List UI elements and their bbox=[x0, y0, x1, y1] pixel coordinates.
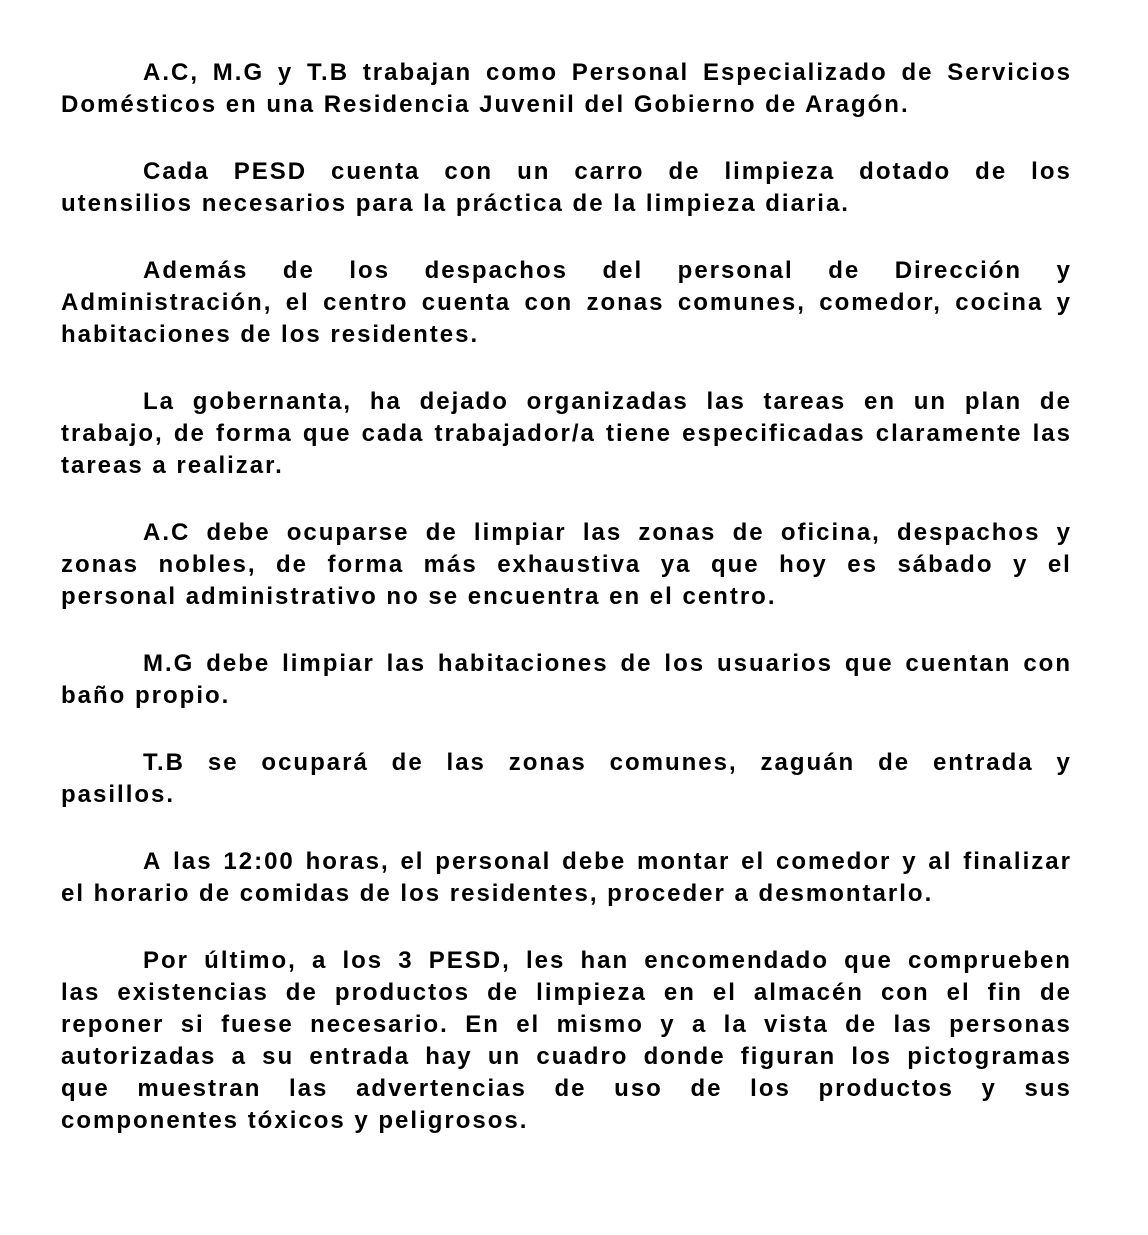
word: y bbox=[1012, 551, 1029, 578]
word: usuarios bbox=[716, 650, 833, 677]
word: a bbox=[311, 947, 328, 974]
word: horas, bbox=[305, 848, 390, 875]
word: que bbox=[844, 947, 893, 974]
word: con bbox=[444, 158, 494, 185]
paragraph bbox=[61, 846, 1072, 910]
word: plan bbox=[964, 388, 1023, 415]
word: un bbox=[913, 388, 948, 415]
word: y bbox=[660, 1011, 676, 1038]
word: y bbox=[1056, 749, 1072, 776]
word: el bbox=[285, 289, 310, 316]
word: el bbox=[1047, 551, 1072, 578]
word: de bbox=[690, 1075, 723, 1102]
word: claramente bbox=[875, 420, 1023, 447]
word: de bbox=[554, 1075, 587, 1102]
text-line bbox=[61, 648, 1072, 680]
word: dejado bbox=[419, 388, 509, 415]
word: último, bbox=[204, 947, 297, 974]
word: la bbox=[723, 1011, 748, 1038]
word: de bbox=[173, 420, 206, 447]
word: de bbox=[1039, 979, 1072, 1006]
word: Administración, bbox=[61, 289, 273, 316]
text-line bbox=[61, 846, 1072, 878]
word: las bbox=[289, 1075, 329, 1102]
word: limpieza bbox=[536, 979, 647, 1006]
word: debe bbox=[562, 848, 627, 875]
word: como bbox=[485, 59, 558, 86]
word: de bbox=[668, 158, 701, 185]
paragraph bbox=[61, 945, 1072, 1137]
word: PESD, bbox=[428, 947, 511, 974]
word: Servicios bbox=[947, 59, 1072, 86]
word: las bbox=[386, 650, 427, 677]
word: oficina, bbox=[780, 519, 881, 546]
word: un bbox=[517, 158, 551, 185]
word: A.C bbox=[143, 519, 191, 546]
word: En bbox=[465, 1011, 500, 1038]
word: personal bbox=[435, 848, 552, 875]
paragraph bbox=[61, 57, 1072, 121]
word: de bbox=[391, 749, 424, 776]
word: del bbox=[602, 257, 644, 284]
word: habitaciones bbox=[437, 650, 609, 677]
text-line bbox=[61, 977, 1072, 1009]
word: ocuparse bbox=[286, 519, 410, 546]
text-line bbox=[61, 418, 1072, 450]
word: un bbox=[487, 1043, 522, 1070]
word: M.G bbox=[212, 59, 265, 86]
word: con bbox=[524, 289, 574, 316]
text-line bbox=[61, 945, 1072, 977]
word: encomendado bbox=[644, 947, 829, 974]
text-line: pasillos. bbox=[61, 781, 176, 808]
word: las bbox=[446, 749, 486, 776]
word: han bbox=[580, 947, 630, 974]
text-line bbox=[61, 1009, 1072, 1041]
word: sábado bbox=[897, 551, 994, 578]
text-line bbox=[61, 57, 1072, 89]
text-line: el horario de comidas de los residentes, proceder a desmontarlo. bbox=[61, 880, 934, 907]
word: A.C, bbox=[143, 59, 199, 86]
text-line bbox=[61, 156, 1072, 188]
word: a bbox=[231, 1043, 247, 1070]
word: los bbox=[851, 1043, 892, 1070]
word: despachos bbox=[897, 519, 1041, 546]
word: tiene bbox=[606, 420, 673, 447]
word: las bbox=[1032, 420, 1072, 447]
word: cuenta bbox=[421, 289, 512, 316]
word: se bbox=[207, 749, 239, 776]
word: necesario. bbox=[310, 1011, 449, 1038]
word: personas bbox=[949, 1011, 1072, 1038]
word: es bbox=[847, 551, 878, 578]
word: los bbox=[664, 650, 706, 677]
word: productos bbox=[334, 979, 471, 1006]
word: el bbox=[712, 979, 737, 1006]
word: al bbox=[928, 848, 953, 875]
word: limpiar bbox=[473, 519, 567, 546]
paragraph bbox=[61, 747, 1072, 811]
word: les bbox=[525, 947, 566, 974]
word: A bbox=[143, 848, 163, 875]
word: Personal bbox=[571, 59, 690, 86]
paragraph bbox=[61, 517, 1072, 613]
word: los bbox=[342, 947, 384, 974]
word: su bbox=[262, 1043, 295, 1070]
word: nobles, bbox=[158, 551, 257, 578]
text-line: habitaciones de los residentes. bbox=[61, 321, 480, 348]
word: T.B bbox=[143, 749, 185, 776]
word: de bbox=[845, 1011, 878, 1038]
word: y bbox=[1056, 519, 1072, 546]
word: hay bbox=[425, 1043, 473, 1070]
word: almacén bbox=[753, 979, 864, 1006]
word: forma bbox=[215, 420, 293, 447]
word: los bbox=[349, 257, 391, 284]
text-line bbox=[61, 549, 1072, 581]
word: y bbox=[277, 59, 294, 86]
word: M.G bbox=[143, 650, 195, 677]
word: que bbox=[302, 420, 352, 447]
word: comunes, bbox=[609, 749, 738, 776]
word: carro bbox=[574, 158, 645, 185]
word: ya bbox=[660, 551, 692, 578]
word: mismo bbox=[556, 1011, 644, 1038]
word: comprueben bbox=[907, 947, 1072, 974]
text-line: utensilios necesarios para la práctica de la limpieza diaria. bbox=[61, 190, 850, 217]
word: a bbox=[691, 1011, 708, 1038]
word: las bbox=[173, 848, 213, 875]
word: T.B bbox=[307, 59, 350, 86]
word: forma bbox=[327, 551, 405, 578]
word: trabajo, bbox=[61, 420, 164, 447]
word: reponer bbox=[61, 1011, 165, 1038]
word: exhaustiva bbox=[497, 551, 642, 578]
word: con bbox=[880, 979, 930, 1006]
text-line bbox=[61, 517, 1072, 549]
word: de bbox=[282, 257, 315, 284]
word: montar bbox=[637, 848, 731, 875]
word: advertencias bbox=[356, 1075, 527, 1102]
word: y bbox=[902, 848, 918, 875]
word: muestran bbox=[137, 1075, 262, 1102]
word: en bbox=[864, 388, 897, 415]
word: el bbox=[516, 1011, 541, 1038]
word: de bbox=[425, 519, 458, 546]
word: existencias bbox=[117, 979, 269, 1006]
word: cuentan bbox=[905, 650, 1012, 677]
paragraph bbox=[61, 648, 1072, 712]
word: dotado bbox=[859, 158, 952, 185]
word: y bbox=[981, 1075, 997, 1102]
word: de bbox=[276, 551, 309, 578]
word: de bbox=[487, 979, 520, 1006]
text-line: personal administrativo no se encuentra en el centro. bbox=[61, 583, 777, 610]
word: con bbox=[1023, 650, 1072, 677]
word: comunes, bbox=[677, 289, 806, 316]
word: y bbox=[1056, 289, 1072, 316]
word: 3 bbox=[398, 947, 414, 974]
word: 12:00 bbox=[223, 848, 295, 875]
word: Cada bbox=[143, 158, 210, 185]
word: entrada bbox=[932, 749, 1034, 776]
text-line bbox=[61, 386, 1072, 418]
word: donde bbox=[643, 1043, 726, 1070]
word: las bbox=[893, 1011, 933, 1038]
word: de bbox=[732, 519, 765, 546]
word: el bbox=[400, 848, 425, 875]
text-line: tareas a realizar. bbox=[61, 452, 284, 479]
word: personal bbox=[677, 257, 794, 284]
word: zonas bbox=[508, 749, 587, 776]
text-line bbox=[61, 1041, 1072, 1073]
word: de bbox=[620, 650, 653, 677]
word: que bbox=[844, 650, 894, 677]
word: de bbox=[901, 59, 934, 86]
word: productos bbox=[818, 1075, 954, 1102]
word: zaguán bbox=[760, 749, 856, 776]
word: PESD bbox=[233, 158, 308, 185]
word: tareas bbox=[763, 388, 847, 415]
word: fin bbox=[987, 979, 1023, 1006]
word: finalizar bbox=[963, 848, 1072, 875]
word: ha bbox=[369, 388, 402, 415]
paragraph bbox=[61, 255, 1072, 351]
word: pictogramas bbox=[907, 1043, 1072, 1070]
word: de bbox=[878, 749, 911, 776]
word: fuese bbox=[221, 1011, 294, 1038]
word: vista bbox=[764, 1011, 829, 1038]
text-line bbox=[61, 1073, 1072, 1105]
word: sus bbox=[1024, 1075, 1072, 1102]
word: autorizadas bbox=[61, 1043, 217, 1070]
word: ocupará bbox=[261, 749, 369, 776]
text-line bbox=[61, 287, 1072, 319]
word: el bbox=[946, 979, 971, 1006]
word: que bbox=[710, 551, 760, 578]
word: de bbox=[828, 257, 861, 284]
word: de bbox=[285, 979, 318, 1006]
word: figuran bbox=[740, 1043, 837, 1070]
word: La bbox=[143, 388, 176, 415]
word: en bbox=[663, 979, 696, 1006]
text-line: Domésticos en una Residencia Juvenil del Gobierno de Aragón. bbox=[61, 91, 910, 118]
word: entrada bbox=[309, 1043, 411, 1070]
text-line: baño propio. bbox=[61, 682, 231, 709]
word: limpieza bbox=[724, 158, 836, 185]
text-line bbox=[61, 255, 1072, 287]
word: los bbox=[1031, 158, 1072, 185]
word: limpiar bbox=[282, 650, 375, 677]
word: las bbox=[582, 519, 623, 546]
paragraph bbox=[61, 156, 1072, 220]
word: centro bbox=[323, 289, 409, 316]
word: más bbox=[423, 551, 478, 578]
word: Especializado bbox=[702, 59, 888, 86]
word: de bbox=[975, 158, 1008, 185]
word: zonas bbox=[586, 289, 665, 316]
word: Por bbox=[143, 947, 190, 974]
word: hoy bbox=[779, 551, 828, 578]
word: y bbox=[1056, 257, 1072, 284]
word: zonas bbox=[638, 519, 717, 546]
paragraph bbox=[61, 386, 1072, 482]
word: cuenta bbox=[331, 158, 421, 185]
word: cocina bbox=[955, 289, 1044, 316]
word: trabajador/a bbox=[434, 420, 596, 447]
word: Además bbox=[143, 257, 249, 284]
word: el bbox=[741, 848, 766, 875]
word: despachos bbox=[424, 257, 568, 284]
word: comedor bbox=[776, 848, 892, 875]
word: gobernanta, bbox=[192, 388, 353, 415]
word: especificadas bbox=[682, 420, 866, 447]
word: zonas bbox=[61, 551, 140, 578]
word: debe bbox=[206, 519, 271, 546]
document-text bbox=[61, 57, 1072, 1137]
word: cuadro bbox=[536, 1043, 629, 1070]
word: las bbox=[61, 979, 101, 1006]
text-line bbox=[61, 747, 1072, 779]
word: las bbox=[706, 388, 746, 415]
word: de bbox=[1039, 388, 1072, 415]
word: uso bbox=[614, 1075, 663, 1102]
word: organizadas bbox=[526, 388, 689, 415]
text-line: componentes tóxicos y peligrosos. bbox=[61, 1107, 529, 1134]
word: que bbox=[61, 1075, 110, 1102]
word: los bbox=[750, 1075, 791, 1102]
word: Dirección bbox=[894, 257, 1023, 284]
word: comedor, bbox=[819, 289, 942, 316]
word: si bbox=[180, 1011, 205, 1038]
word: debe bbox=[206, 650, 271, 677]
word: trabajan bbox=[362, 59, 473, 86]
word: cada bbox=[361, 420, 425, 447]
